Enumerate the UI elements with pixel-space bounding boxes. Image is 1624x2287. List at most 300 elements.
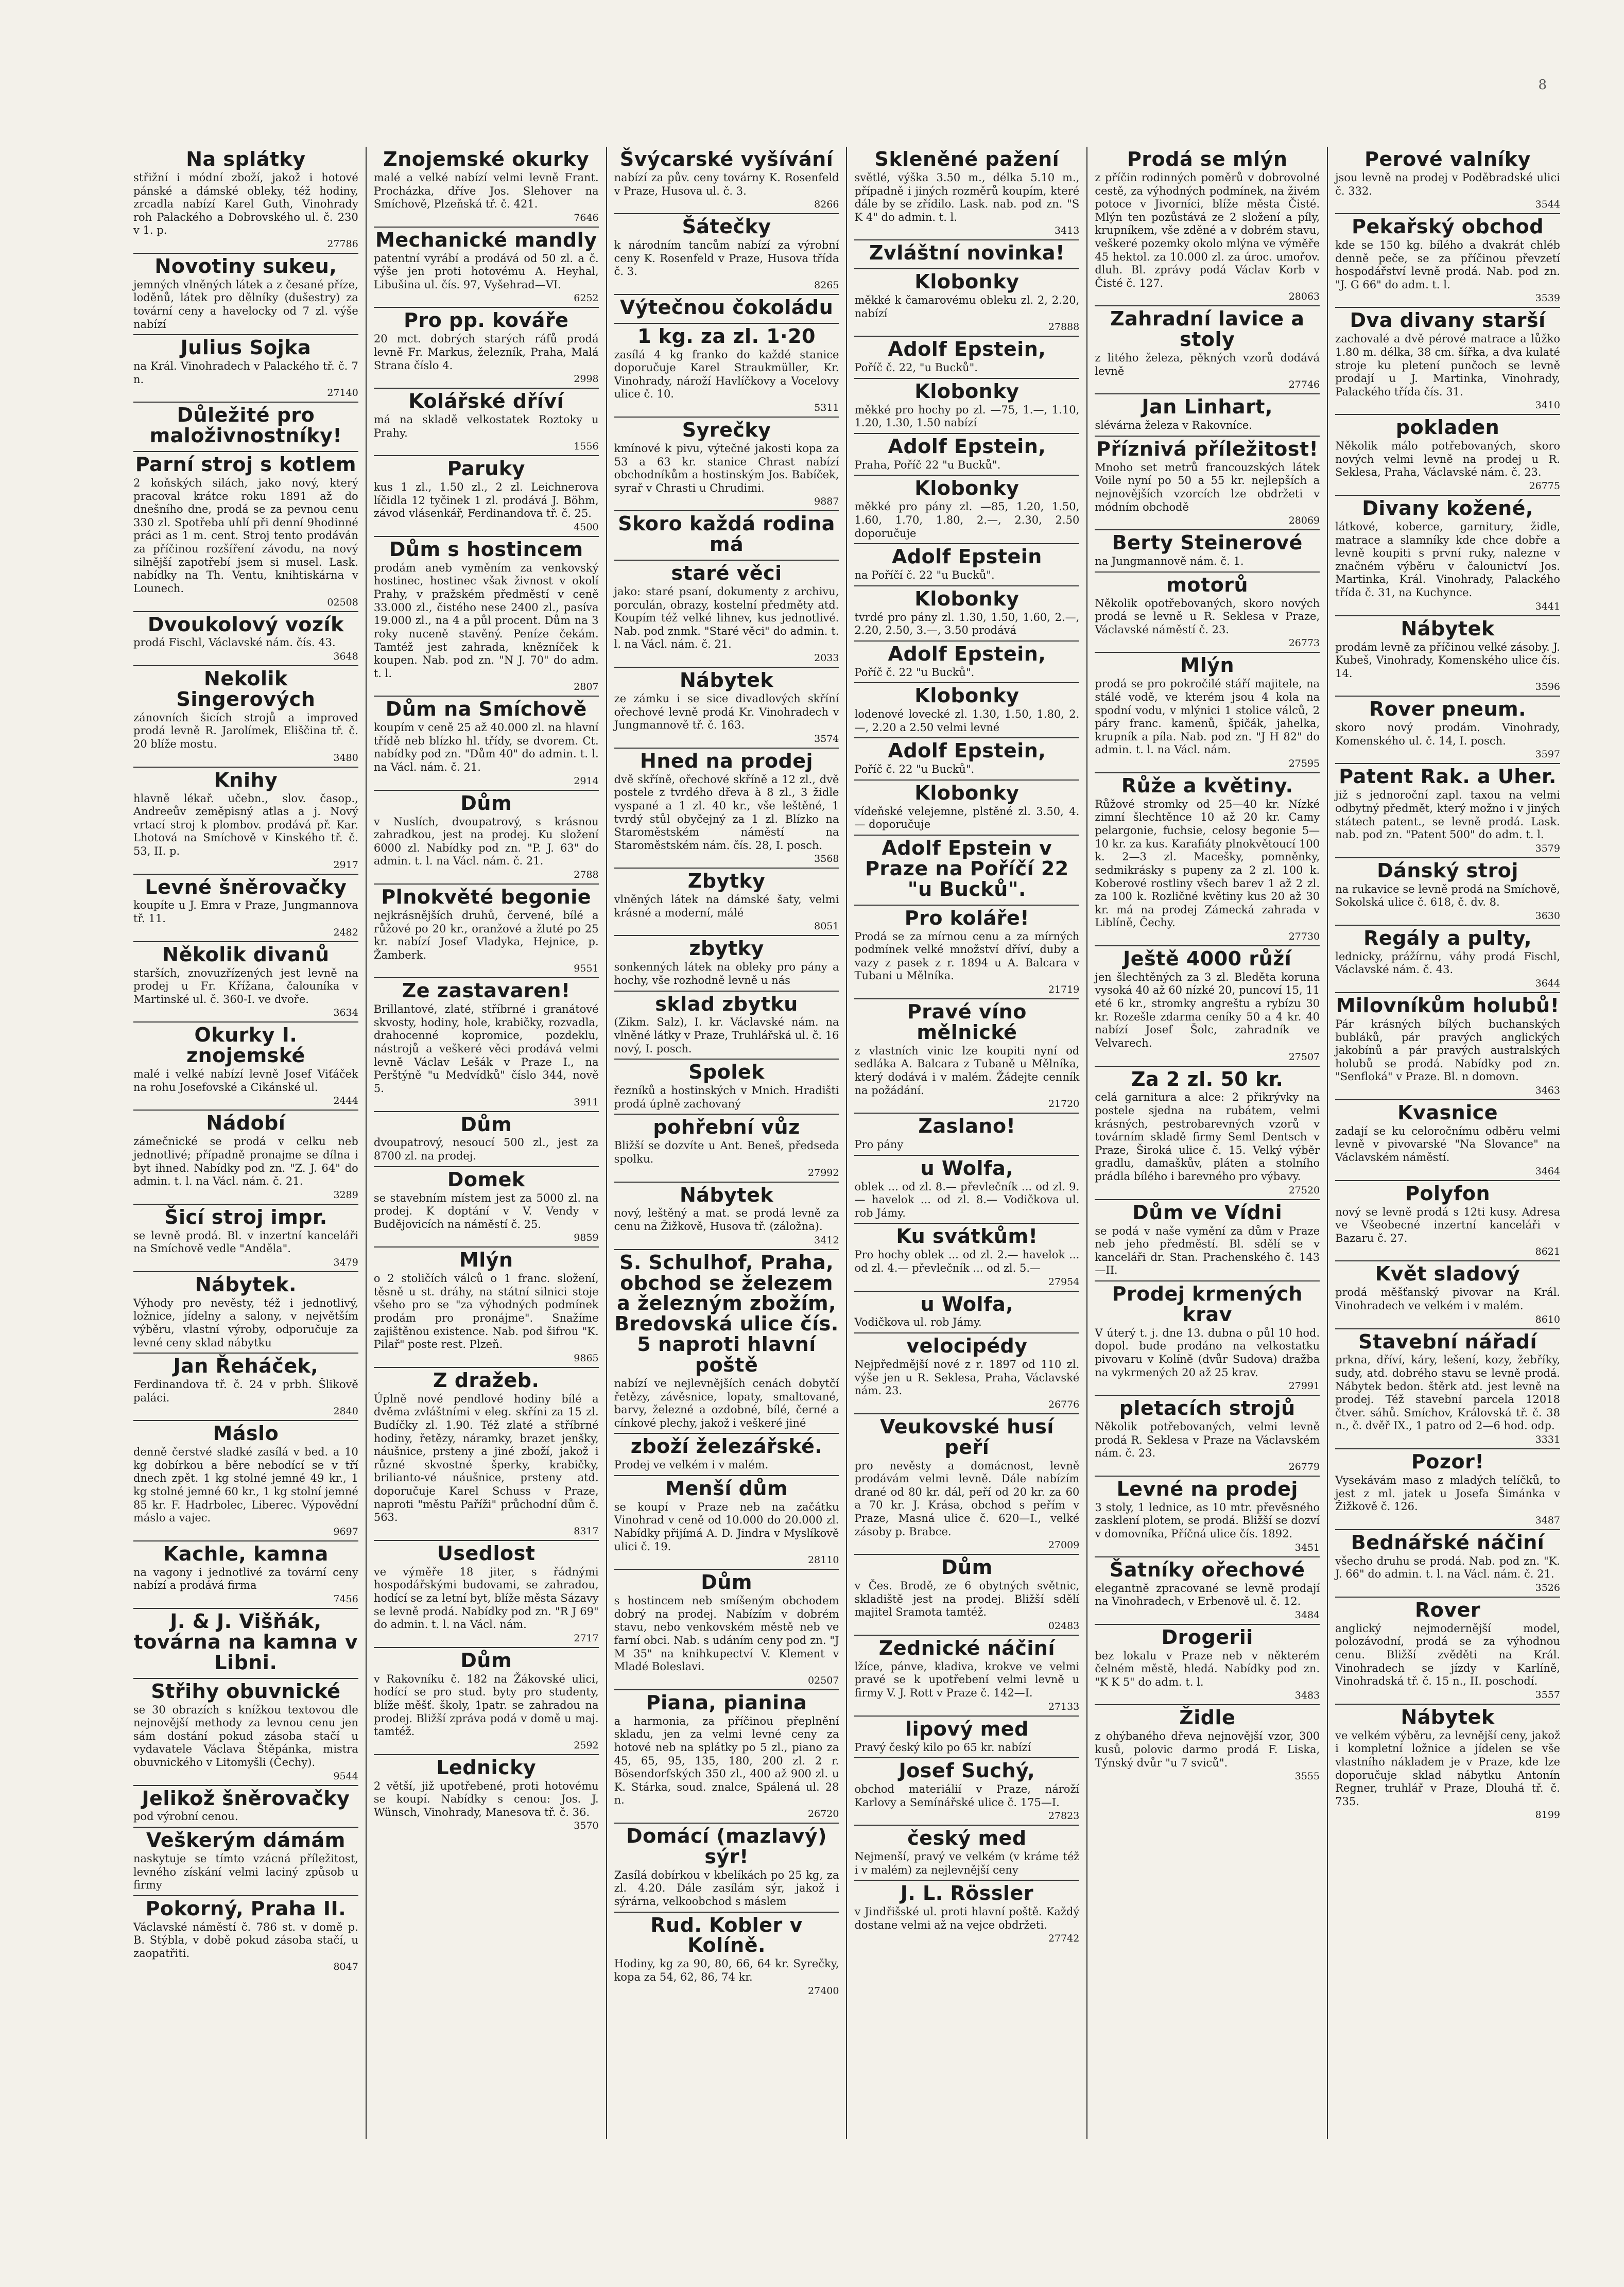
ad-number: 8047 xyxy=(333,1961,358,1973)
ad-number: 26773 xyxy=(1288,637,1320,649)
classified-ad xyxy=(614,418,839,511)
classified-ad xyxy=(133,1111,358,1204)
ad-column xyxy=(847,147,1087,2139)
ad-body: látkové, koberce, garnitury, židle, matrace a slamníky kde chce dobře a levně koupiti s první ruky, nalezne v značném výběru v čalounictví Jos. Martinka, Král. Vinohrady, Palackého třída č. 31, na Kuchynce. xyxy=(1335,520,1560,599)
ad-body: Mnoho set metrů francouzských látek Voile nyní po 50 a 55 kr. nejlepších a nejnovějších vzorcích lze obdržeti v módním obchodě xyxy=(1095,461,1320,513)
classified-ad xyxy=(854,1114,1079,1156)
ad-heading: Máslo xyxy=(213,1422,279,1445)
ad-column xyxy=(1087,147,1328,2139)
ad-heading: sklad zbytku xyxy=(655,992,798,1015)
ad-heading: pohřební vůz xyxy=(653,1116,800,1139)
ad-body: 3 stoly, 1 lednice, as 10 mtr. převěsného zasklení plotem, se prodá. Bližší se dozví v domovníka, Příčná ulice čís. 1892. xyxy=(1095,1501,1320,1540)
ad-number: 28069 xyxy=(1288,515,1320,527)
ad-heading: Znojemské okurky xyxy=(383,148,590,170)
ad-heading: Adolf Epstein xyxy=(892,545,1042,568)
ad-body: světlé, výška 3.50 m., délka 5.10 m., případně i jiných rozměrů koupím, které dále by se zřídilo. Lask. nab. pod zn. "S K 4" do admin. t. l. xyxy=(854,171,1080,223)
ad-heading: Dům na Smíchově xyxy=(385,698,587,721)
ad-number: 3544 xyxy=(1535,199,1560,211)
classified-ad xyxy=(1335,1181,1560,1262)
ad-number: 3570 xyxy=(574,1820,599,1832)
ad-number: 1556 xyxy=(574,441,599,453)
ad-heading: Květ sladový xyxy=(1375,1262,1521,1286)
classified-ad xyxy=(1095,1200,1320,1281)
ad-heading: Plnokvěté begonie xyxy=(381,886,592,909)
classified-ad xyxy=(614,1060,839,1115)
ad-number: 3464 xyxy=(1535,1165,1560,1177)
classified-ad xyxy=(1095,573,1320,653)
ad-body: již s jednoroční zapl. taxou na velmi odbytný předmět, který možno i v jiných státech patent., se levně prodá. Lask. nab. pod zn. "Patent 500" do adm. t. l. xyxy=(1335,789,1560,841)
classified-ad xyxy=(854,683,1079,738)
ad-body: na rukavice se levně prodá na Smíchově, Sokolská ulice č. 618, č. dv. 8. xyxy=(1335,882,1560,909)
classified-ad xyxy=(1335,147,1560,214)
ad-number: 3568 xyxy=(814,853,839,865)
ad-body: skoro nový prodám. Vinohrady, Komenského ul. č. 14, I. posch. xyxy=(1335,721,1560,747)
ad-heading: Nekolik Singerových xyxy=(176,667,316,711)
ad-heading: Pro koláře! xyxy=(904,906,1030,929)
classified-ad xyxy=(854,1414,1079,1555)
ad-heading: Nábytek xyxy=(1401,617,1495,640)
ad-heading: S. Schulhof, Praha, obchod se železem a železným zbožím, Bredovská ulice čís. 5 naproti hlavní poště xyxy=(614,1251,839,1377)
classified-ad xyxy=(1335,616,1560,697)
ad-number: 2444 xyxy=(333,1095,358,1107)
ad-body: jako: staré psaní, dokumenty z archivu, porculán, obrazy, kostelní předměty atd. Koupím též velké lihnev, kus jednotlivé. Nab. pod znmk. "Staré věci" do admin. t. l. na Václ. nám. č. 21. xyxy=(614,585,839,651)
ad-number: 3648 xyxy=(333,651,358,663)
ad-heading: Jelikož šněrovačky xyxy=(142,1787,350,1810)
ad-body: prodá měšťanský pivovar na Král. Vinohradech ve velkém i v malém. xyxy=(1335,1286,1560,1312)
classified-ad xyxy=(614,295,839,324)
classified-ad xyxy=(1335,1598,1560,1705)
ad-heading: Julius Sojka xyxy=(180,336,312,359)
ad-body: Poříč č. 22, "u Bucků". xyxy=(854,361,978,374)
ad-number: 27888 xyxy=(1048,321,1080,333)
classified-ad xyxy=(614,1183,839,1250)
ad-body: koupíte u J. Emra v Praze, Jungmannova tř. 11. xyxy=(133,899,358,925)
ad-heading: Rover pneum. xyxy=(1369,698,1527,721)
ad-number: 3289 xyxy=(333,1189,358,1201)
ad-body: tvrdé pro pány zl. 1.30, 1.50, 1.60, 2.—, 2.20, 2.50, 3.—, 3.50 prodává xyxy=(854,611,1080,637)
ad-body: v Rakovníku č. 182 na Žákovské ulici, hodící se pro stud. byty pro studenty, blíže měšť. školy, 1patr. se zahradou na prodej. Bližší zpráva podá v domě u maj. tamtéž. xyxy=(373,1672,599,1738)
ad-heading: Spolek xyxy=(688,1061,765,1084)
classified-ad xyxy=(1335,764,1560,858)
ad-body: se levně prodá. Bl. v inzertní kanceláři na Smíchově vedle "Anděla". xyxy=(133,1229,358,1255)
ad-body: Vysekávám maso z mladých telíčků, to jest z ml. jatek u Josefa Šimánka v Žižkově č. 126. xyxy=(1335,1474,1560,1513)
classified-ad xyxy=(133,1896,358,1976)
ad-heading: Nábytek xyxy=(680,1183,774,1206)
ad-body: (Zikm. Salz), I. kr. Václavské nám. na vlněné látky v Praze, Truhlářská ul. č. 16 nový, I. posch. xyxy=(614,1016,839,1055)
ad-number: 3911 xyxy=(574,1096,599,1108)
ad-body: na Poříčí č. 22 "u Bucků". xyxy=(854,569,995,582)
ad-heading: Pro pp. kováře xyxy=(404,309,569,332)
ad-body: Pár krásných bílých buchanských bubláků, pár pravých anglických jakobínů a pár pravých australských holubů se prodá. Nabídky pod zn. "Senfloká" v Praze. Bl. n domovn. xyxy=(1335,1017,1560,1083)
classified-ad xyxy=(1095,1477,1320,1557)
ad-body: koupím v ceně 25 až 40.000 zl. na hlavní třídě neb blízko hl. třídy, se dvorem. Ct. nabídky pod zn. "Dům 40" do admin. t. l. na Václ. nám. č. 21. xyxy=(373,721,599,774)
ad-body: na Král. Vinohradech v Palackého tř. č. 7 n. xyxy=(133,360,358,386)
classified-ad xyxy=(133,1205,358,1272)
ad-heading: Prodej krmených krav xyxy=(1112,1282,1303,1326)
classified-ad xyxy=(1335,214,1560,308)
ad-heading: Dům xyxy=(941,1556,993,1579)
classified-ad xyxy=(1095,773,1320,946)
ad-body: Zasílá dobírkou v kbelíkách po 25 kg, za zl. 4.20. Dále zasílám sýr, jakož i sýrárna, velkoobchod s máslem xyxy=(614,1868,839,1908)
classified-ad xyxy=(374,697,599,790)
classified-ad xyxy=(1335,926,1560,993)
classified-ad xyxy=(133,1828,358,1896)
ad-heading: Zbytky xyxy=(687,870,766,893)
classified-ad xyxy=(374,389,599,456)
classified-ad xyxy=(1095,1557,1320,1625)
ad-body: bez lokalu v Praze neb v některém čelném městě, hledá. Nabídky pod zn. "K K 5" do adm. t. l. xyxy=(1095,1649,1320,1688)
ad-body: zachovalé a dvě pérové matrace a lůžko 1.80 m. délka, 38 cm. šířka, a dva kulaté stroje ku pletení punčoch se levně prodají u J. Martinka, Vinohrady, Palackého třída čís. 31. xyxy=(1335,333,1560,398)
ad-number: 28110 xyxy=(808,1554,839,1566)
ad-body: pod výrobní cenou. xyxy=(133,1810,238,1823)
ad-body: hlavně lékař. učebn., slov. časop., Andreeův zeměpisný atlas a j. Nový vrtací stroj k plombov. prodává př. Kar. Lhotová na Smíchově v Kinského tř. č. 53, II. p. xyxy=(133,792,358,857)
classified-ad xyxy=(614,1250,839,1434)
ad-columns xyxy=(126,147,1567,2139)
classified-ad xyxy=(133,875,358,942)
ad-number: 3596 xyxy=(1535,681,1560,693)
ad-number: 2482 xyxy=(333,926,358,938)
classified-ad xyxy=(374,308,599,389)
ad-heading: Dům xyxy=(701,1571,752,1594)
classified-ad xyxy=(614,1434,839,1476)
ad-number: 8266 xyxy=(814,199,839,211)
ad-number: 26720 xyxy=(808,1808,839,1820)
classified-ad xyxy=(854,337,1079,379)
classified-ad xyxy=(854,586,1079,642)
ad-heading: Mlýn xyxy=(459,1249,513,1272)
ad-body: na Jungmannově nám. č. 1. xyxy=(1095,555,1244,568)
ad-number: 3480 xyxy=(333,752,358,764)
classified-ad xyxy=(854,738,1079,781)
ad-heading: Domácí (mazlavý) sýr! xyxy=(626,1824,827,1868)
ad-body: zadají se ku celoročnímu odběru velmi levně v pivovarské "Na Slovance" na Václavském náměstí. xyxy=(1335,1124,1560,1164)
ad-body: celá garnitura a alce: 2 přikrývky na postele sjedna na rubátem, velmi krásných, pestrobarevných vzorů v továrním skladě firmy Seml Dentsch v Praze, Široká ulice č. 15. Velký výběr gradlu, damaškův, pláten a stolního prádla bílého i barevného pro výbavy. xyxy=(1095,1091,1320,1183)
classified-ad xyxy=(1095,653,1320,773)
ad-number: 8051 xyxy=(814,921,839,932)
ad-body: V úterý t. j. dne 13. dubna o půl 10 hod. dopol. bude prodáno na velkostatku pivovaru v Kolíně (dvůr Sudova) dražba na vykrmených 20 až 25 krav. xyxy=(1095,1326,1320,1379)
ad-body: 2 větší, již upotřebené, proti hotovému se koupí. Nabídky s cenou: Jos. J. Wünsch, Vinohrady, Manesova tř. č. 36. xyxy=(373,1779,599,1818)
ad-number: 02507 xyxy=(808,1674,839,1686)
ad-body: starších, znovuzřízených jest levně na prodej u Fr. Křížana, čalouníka v Martinské ul. č. 360-I. ve dvoře. xyxy=(133,966,358,1006)
ad-heading: Usedlost xyxy=(437,1541,535,1565)
ad-number: 3483 xyxy=(1294,1690,1320,1702)
ad-number: 27786 xyxy=(327,238,358,250)
ad-heading: Ze zastavaren! xyxy=(402,979,571,1002)
ad-number: 2840 xyxy=(333,1406,358,1417)
classified-ad xyxy=(133,452,358,612)
ad-body: kmínové k pivu, výtečné jakosti kopa za 53 a 63 kr. stanice Chrast nabízí obchodníkům a hostinským Jos. Babíček, syrař v Chrasti u Chrudimi. xyxy=(614,442,839,494)
ad-heading: Z dražeb. xyxy=(433,1368,540,1392)
ad-number: 27400 xyxy=(808,1985,839,1997)
ad-number: 3412 xyxy=(814,1234,839,1246)
ad-heading: Rud. Kobler v Kolíně. xyxy=(650,1913,803,1957)
classified-ad xyxy=(133,612,358,667)
ad-body: ze zámku i se sice divadlových skříní ořechové levně prodá Kr. Vinohradech v Jungmannově tř. č. 163. xyxy=(614,692,839,732)
classified-ad xyxy=(614,561,839,668)
classified-ad xyxy=(854,1826,1079,1881)
ad-body: k národním tancům nabízí za výrobní ceny K. Rosenfeld v Praze, Husova třída č. 3. xyxy=(614,239,839,278)
classified-ad xyxy=(374,978,599,1112)
ad-body: se koupí v Praze neb na začátku Vinohrad v ceně od 10.000 do 20.000 zl. Nabídky přijímá A. D. Jindra v Myslíkově ulici č. 19. xyxy=(614,1500,839,1553)
ad-number: 3539 xyxy=(1535,292,1560,304)
classified-ad xyxy=(614,1115,839,1182)
ad-number: 3331 xyxy=(1535,1434,1560,1446)
ad-body: všecho druhu se prodá. Nab. pod zn. "K. J. 66" do admin. t. l. na Václ. nám. č. 21. xyxy=(1335,1554,1560,1581)
ad-column xyxy=(1328,147,1567,2139)
ad-body: v Jindřišské ul. proti hlavní poště. Každý dostane velmi až na vejce obdržeti. xyxy=(854,1905,1080,1931)
classified-ad xyxy=(133,254,358,335)
classified-ad xyxy=(854,379,1079,434)
ad-body: elegantně zpracované se levně prodají na Vinohradech, v Erbenově ul. č. 12. xyxy=(1095,1582,1320,1608)
classified-ad xyxy=(374,791,599,885)
ad-body: Prodej ve velkém i v malém. xyxy=(614,1459,769,1471)
ad-heading: Berty Steinerové xyxy=(1112,531,1303,555)
ad-heading: český med xyxy=(907,1827,1027,1850)
ad-body: patentní vyrábí a prodává od 50 zl. a č. výše jen proti hotovému A. Heyhal, Libušina ul. čís. 97, Vyšehrad—VI. xyxy=(373,252,599,291)
ad-body: malé a velké nabízí velmi levně Frant. Procházka, dříve Jos. Slehover na Smíchově, Plzeňská tř. č. 421. xyxy=(373,171,599,211)
classified-ad xyxy=(854,476,1079,544)
ad-body: prkna, dříví, káry, lešení, kozy, žebříky, sudy, atd. dobrého stavu se levně prodá. Nábytek bedon. štěrk atd. jest levně na prodej. Též stavební parcela 12018 čtver. sáhů. Smíchov, Královská tř. č. 38 n., č. dvěř IX., 1 patro od 2—6 hod. odp. xyxy=(1335,1354,1560,1432)
ad-body: anglický nejmodernější model, polozávodní, prodá se za výhodnou cenu. Bližší zvěděti na Král. Vinohradech se jízdy v Karlíně, Vinohradská tř. č. 15 n., II. poschodí. xyxy=(1335,1622,1560,1688)
ad-number: 21719 xyxy=(1048,983,1080,995)
ad-heading: Šatníky ořechové xyxy=(1110,1558,1305,1581)
classified-ad xyxy=(854,836,1079,906)
classified-ad xyxy=(614,668,839,749)
ad-body: nabízí ve nejlevnějších cenách dobytčí řetězy, závěsnice, lopaty, smaltované, barvy, železné a ozdobné, bílé, černé a cínkové plechy, jakož i veškeré jiné xyxy=(614,1377,839,1429)
ad-number: 27823 xyxy=(1048,1810,1080,1822)
classified-ad xyxy=(854,906,1079,999)
ad-body: 2 koňských silách, jako nový, který pracoval krátce roku 1891 až do dnešního dne, prodá se za pevnou cenu 330 zl. Spotřeba uhlí při denní 9hodinné práci as 1 m. cent. Stroj tento prodáván za příčinou rozšíření závodu, na nový silnější zapotřebí jsem si musel. Lask. nabídky na Th. Ventu, knihtiskárna v Lounech. xyxy=(133,477,358,595)
ad-heading: Na splátky xyxy=(186,148,306,170)
ad-heading: Švýcarské vyšívání xyxy=(619,148,834,170)
classified-ad xyxy=(854,240,1079,269)
ad-body: nový se levně prodá s 12ti kusy. Adresa ve Všeobecné inzertní kanceláři v Bazaru č. 27. xyxy=(1335,1205,1560,1244)
classified-ad xyxy=(133,942,358,1023)
ad-body: se 30 obrazích s knížkou textovou dle nejnovější methody za levnou cenu jen sám dostání pokud zásoba stačí u vydavatele Václava Štěpánka, mistra obuvnického v Litomyšli (Čechy). xyxy=(133,1703,358,1769)
ad-body: prodá se pro pokročilé stáří majitele, na stálé vodě, ve kterém jsou 4 kola na spodní vodu, v mlýnici 1 stolice válců, 2 páry franc. kamenů, špičák, jahelka, krupník a píla. Nab. pod zn. "J H 82" do admin. t. l. na Václ. nám. xyxy=(1095,678,1320,756)
ad-number: 27730 xyxy=(1288,930,1320,942)
ad-number: 2998 xyxy=(574,373,599,385)
ad-heading: motorů xyxy=(1166,573,1249,596)
ad-number: 26776 xyxy=(1048,1398,1080,1410)
ad-body: oblek ... od zl. 8.— převlečník ... od zl. 9.— havelok ... od zl. 8.— Vodičkova ul. rob Jámy. xyxy=(854,1180,1080,1219)
ad-heading: Klobonky xyxy=(914,684,1020,707)
classified-ad xyxy=(1095,306,1320,394)
ad-number: 28063 xyxy=(1288,291,1320,303)
page-number: 8 xyxy=(1538,77,1547,93)
ad-body: Bližší se dozvíte u Ant. Beneš, předseda spolku. xyxy=(614,1139,839,1165)
classified-ad xyxy=(854,1881,1079,1947)
ad-body: nabízí za pův. ceny továrny K. Rosenfeld v Praze, Husova ul. č. 3. xyxy=(614,171,839,197)
ad-number: 3574 xyxy=(814,733,839,744)
classified-ad xyxy=(854,1636,1079,1717)
ad-body: lodenové lovecké zl. 1.30, 1.50, 1.80, 2.—, 2.20 a 2.50 velmi levné xyxy=(854,708,1080,734)
ad-number: 3579 xyxy=(1535,842,1560,854)
ad-body: slévárna železa v Rakovníce. xyxy=(1095,419,1252,432)
ad-body: lžíce, pánve, kladiva, krokve ve velmi pravé se k upotřebení velmi levně u firmy V. J. Rott v Praze č. 142—I. xyxy=(854,1660,1080,1700)
ad-body: měkké k čamarovému obleku zl. 2, 2.20, nabízí xyxy=(854,294,1080,320)
classified-ad xyxy=(374,147,599,228)
ad-heading: Levné na prodej xyxy=(1116,1477,1298,1500)
ad-heading: Hned na prodej xyxy=(640,749,814,772)
classified-ad xyxy=(133,1421,358,1541)
classified-ad xyxy=(374,1648,599,1755)
classified-ad xyxy=(133,1786,358,1828)
ad-number: 27140 xyxy=(327,387,358,399)
ad-heading: Prodá se mlýn xyxy=(1127,148,1288,170)
ad-body: Václavské náměstí č. 786 st. v domě p. B. Stýbla, v době pokud zásoba stačí, u zaopatřiti. xyxy=(133,1920,358,1960)
ad-number: 2807 xyxy=(574,681,599,693)
ad-body: z ohýbaného dřeva nejnovější vzor, 300 kusů, polovic darmo prodá F. Liska, Týnský dvůr "u 7 sviců". xyxy=(1095,1730,1320,1769)
classified-ad xyxy=(614,147,839,214)
ad-heading: Nábytek xyxy=(1401,1705,1495,1728)
ad-body: v Nuslích, dvoupatrový, s krásnou zahradkou, jest na prodej. Ku složení 6000 zl. Nabídky pod zn. "P. J. 63" do admin. t. l. na Václ. nám. č. 21. xyxy=(373,815,599,868)
classified-ad xyxy=(1095,1281,1320,1396)
ad-number: 3526 xyxy=(1535,1582,1560,1593)
classified-ad xyxy=(374,885,599,978)
classified-ad xyxy=(614,511,839,561)
ad-body: nejkrásnějších druhů, červené, bílé a růžové po 20 kr., oranžové a žluté po 25 kr. nabízí Josef Vladyka, Hejnice, p. Žamberk. xyxy=(373,909,599,961)
ad-column xyxy=(607,147,848,2139)
classified-ad xyxy=(1095,530,1320,573)
ad-number: 3634 xyxy=(333,1007,358,1019)
ad-body: vlněných látek na dámské šaty, velmi krásné a moderní, málé xyxy=(614,893,839,919)
ad-number: 5311 xyxy=(814,402,839,414)
ad-number: 3413 xyxy=(1054,225,1080,237)
classified-ad xyxy=(1335,1261,1560,1329)
ad-heading: zboží železářské. xyxy=(630,1435,823,1458)
ad-number: 3463 xyxy=(1535,1084,1560,1096)
ad-body: jemných vlněných látek a z česané příze, loděnů, látek pro dělníky (dušestry) za tovární ceny a havelocky od 7 zl. výše nabízí xyxy=(133,278,358,331)
classified-ad xyxy=(1095,1067,1320,1200)
ad-number: 27991 xyxy=(1288,1380,1320,1392)
classified-ad xyxy=(133,1023,358,1111)
classified-ad xyxy=(133,1272,358,1354)
classified-ad xyxy=(133,1541,358,1609)
ad-heading: Mechanické mandly xyxy=(375,228,597,251)
ad-heading: Kolářské dříví xyxy=(408,390,564,413)
ad-heading: Jan Řeháček, xyxy=(173,1355,319,1378)
classified-ad xyxy=(1335,1530,1560,1598)
ad-heading: pletacích strojů xyxy=(1119,1397,1295,1420)
ad-number: 3451 xyxy=(1294,1541,1320,1553)
ad-body: Úplně nové pendlové hodiny bílé a dvěma zvláštními v eleg. skříni za 15 zl. Budíčky zl. 1.90. Též zlaté a stříbrné hodiny, řetězy, náramky, brazet jenšky, náušnice, prsteny a jiné zboží, jakož i různé skvostné šperky, krabičky, brilianto-vé náušnice, prsteny atd. doporučuje Karel Schuss v Praze, naproti "městu Paříži" průchodní dům č. 563. xyxy=(373,1392,599,1524)
ad-body: se stavebním místem jest za 5000 zl. na prodej. K doptání v V. Vendy v Budějovicích na náměstí č. 25. xyxy=(373,1191,599,1231)
ad-heading: Piana, pianina xyxy=(646,1691,807,1714)
classified-ad xyxy=(1335,308,1560,415)
ad-number: 27133 xyxy=(1048,1701,1080,1712)
ad-heading: Regály a pulty, xyxy=(1363,926,1532,949)
ad-heading: Perové valníky xyxy=(1364,148,1531,170)
ad-heading: Klobonky xyxy=(914,477,1020,500)
ad-number: 3557 xyxy=(1535,1689,1560,1701)
ad-heading: Dům xyxy=(460,1113,512,1136)
ad-body: zámečnické se prodá v celku neb jednotlivé; případně pronajme se dílna i byt ihned. Nabídky pod zn. "Z. J. 64" do admin. t. l. na Václ. nám. č. 21. xyxy=(133,1135,358,1188)
ad-heading: Růže a květiny. xyxy=(1121,774,1293,797)
classified-ad xyxy=(614,1476,839,1570)
ad-body: se podá v naše vymění za dům v Praze neb jeho předměstí. Bl. sdělí se v kanceláři dr. Stan. Prachenského č. 143—II. xyxy=(1095,1224,1320,1277)
ad-number: 27954 xyxy=(1048,1276,1080,1288)
ad-body: Několik málo potřebovaných, skoro nových velmi levně na prodej u R. Seklesa, Praha, Václavské nám. č. 23. xyxy=(1335,440,1560,479)
ad-heading: Adolf Epstein, xyxy=(888,435,1046,458)
ad-body: na vagony i jednotlivé za tovární ceny nabízí a prodává firma xyxy=(133,1566,358,1592)
ad-heading: Rover xyxy=(1414,1598,1481,1621)
ad-heading: staré věci xyxy=(671,562,782,585)
ad-heading: Stavební nářadí xyxy=(1358,1330,1537,1353)
ad-body: Prodá se za mírnou cenu a za mírných podmínek velké množství dříví, duby a vazy z pasek z r. 1894 u A. Balcara v Tubani u Mělníka. xyxy=(854,930,1080,982)
ad-body: Několik opotřebovaných, skoro nových prodá se levně u R. Seklesa v Praze, Václavské náměstí č. 23. xyxy=(1095,597,1320,636)
classified-ad xyxy=(374,228,599,308)
ad-body: z litého železa, pěkných vzorů dodává levně xyxy=(1095,352,1320,377)
ad-body: naskytuje se tímto vzácná příležitost, levného získání velmi laciný způsob u firmy xyxy=(133,1852,358,1892)
ad-number: 2717 xyxy=(574,1632,599,1644)
classified-ad xyxy=(1095,946,1320,1067)
ad-heading: Okurky I. znojemské xyxy=(186,1024,305,1067)
ad-body: Růžové stromky od 25—40 kr. Nízké zimní šlechtěnce 10 až 20 kr. Camy pelargonie, fuchsie, celosy begonie 5—10 kr. za kus. Karafiáty plnokvětoucí 100 k. 2—3 zl. Macešky, pomněnky, sedmikrásky s pupeny za 2 zl. 100 k. Koberové rostliny všech barev 1 až 2 zl. za 100 k. Rozličné květiny kus 20 až 30 kr. má na prodej Zámecká zahrada v Liblíně, Čechy. xyxy=(1095,798,1320,929)
classified-ad xyxy=(133,403,358,452)
classified-ad xyxy=(133,1354,358,1421)
ad-heading: Adolf Epstein, xyxy=(888,739,1046,763)
ad-heading: Zaslano! xyxy=(918,1115,1016,1138)
classified-ad xyxy=(614,324,839,418)
ad-heading: Adolf Epstein, xyxy=(888,642,1046,665)
ad-heading: Pravé víno mělnické xyxy=(907,1000,1027,1044)
ad-body: z vlastních vinic lze koupiti nyní od sedláka A. Balcara z Tubaně u Mělníka, který dodává i v malém. Žádejte cenník na požádání. xyxy=(854,1044,1080,1097)
classified-ad xyxy=(1335,1100,1560,1181)
classified-ad xyxy=(1095,437,1320,530)
ad-body: Poříč č. 22 "u Bucků". xyxy=(854,666,975,679)
ad-heading: Milovníkům holubů! xyxy=(1336,994,1560,1017)
ad-heading: velocipédy xyxy=(906,1335,1028,1358)
ad-body: měkké pro hochy po zl. —75, 1.—, 1.10, 1.20, 1.30, 1.50 nabízí xyxy=(854,403,1080,429)
ad-number: 26775 xyxy=(1529,480,1560,492)
classified-ad xyxy=(1335,415,1560,496)
ad-number: 3555 xyxy=(1294,1771,1320,1782)
ad-heading: Divany kožené, xyxy=(1362,497,1533,520)
ad-body: ve výměře 18 jiter, s řádnými hospodářskými budovami, se zahradou, hodící se za letní byt, blíže města Sázavy se levně prodá. Nabídky pod zn. "R J 69" do admin. t. l. na Václ. nám. xyxy=(373,1565,599,1631)
ad-heading: Dům s hostincem xyxy=(389,538,583,561)
classified-ad xyxy=(614,749,839,869)
ad-body: jen šlechtěných za 3 zl. Bleděta koruna vysoká 40 až 60 nízké 20, puncoví 15, 11 eté 6 kr., stromky angreštu a rybízu 30 kr. Rozešle zdarma ceníky 50 a 4 kr. 40 nabízí Josef Šolc, zahradník ve Velvarech. xyxy=(1095,971,1320,1049)
ad-heading: Veškerým dámám xyxy=(146,1829,345,1852)
ad-body: vídeňské velejemne, plstěné zl. 3.50, 4.— doporučuje xyxy=(854,805,1080,831)
ad-number: 2788 xyxy=(574,869,599,881)
ad-body: dvě skříně, ořechové skříně a 12 zl., dvě postele z tvrdého dřeva à 8 zl., 3 židle vyspané a 1 zl. 40 kr., vše leštěné, 1 tvrdý stůl obyčejný za 1 zl. Blízko na Staroměstském náměstí na Staroměstském nám. čís. 28, I. posch. xyxy=(614,773,839,852)
classified-ad xyxy=(1335,496,1560,616)
ad-number: 7646 xyxy=(574,212,599,223)
classified-ad xyxy=(854,1717,1079,1759)
classified-ad xyxy=(854,269,1079,337)
ad-number: 9551 xyxy=(574,963,599,975)
ad-number: 27520 xyxy=(1288,1184,1320,1196)
ad-number: 3410 xyxy=(1535,400,1560,411)
ad-number: 27746 xyxy=(1288,379,1320,391)
ad-number: 8610 xyxy=(1535,1313,1560,1325)
ad-heading: Adolf Epstein v Praze na Poříčí 22 "u Bucků". xyxy=(865,836,1069,900)
classified-ad xyxy=(854,434,1079,476)
ad-number: 8621 xyxy=(1535,1246,1560,1258)
ad-heading: Pokorný, Praha II. xyxy=(145,1897,347,1920)
ad-heading: Knihy xyxy=(214,768,278,791)
ad-heading: Šicí stroj impr. xyxy=(164,1205,327,1228)
classified-ad xyxy=(1095,147,1320,306)
classified-ad xyxy=(854,1156,1079,1224)
classified-ad xyxy=(133,1679,358,1786)
ad-body: prodá Fischl, Václavské nám. čís. 43. xyxy=(133,636,336,649)
classified-ad xyxy=(1335,1705,1560,1824)
ad-heading: Několik divanů xyxy=(162,943,330,966)
classified-ad xyxy=(1095,1396,1320,1477)
